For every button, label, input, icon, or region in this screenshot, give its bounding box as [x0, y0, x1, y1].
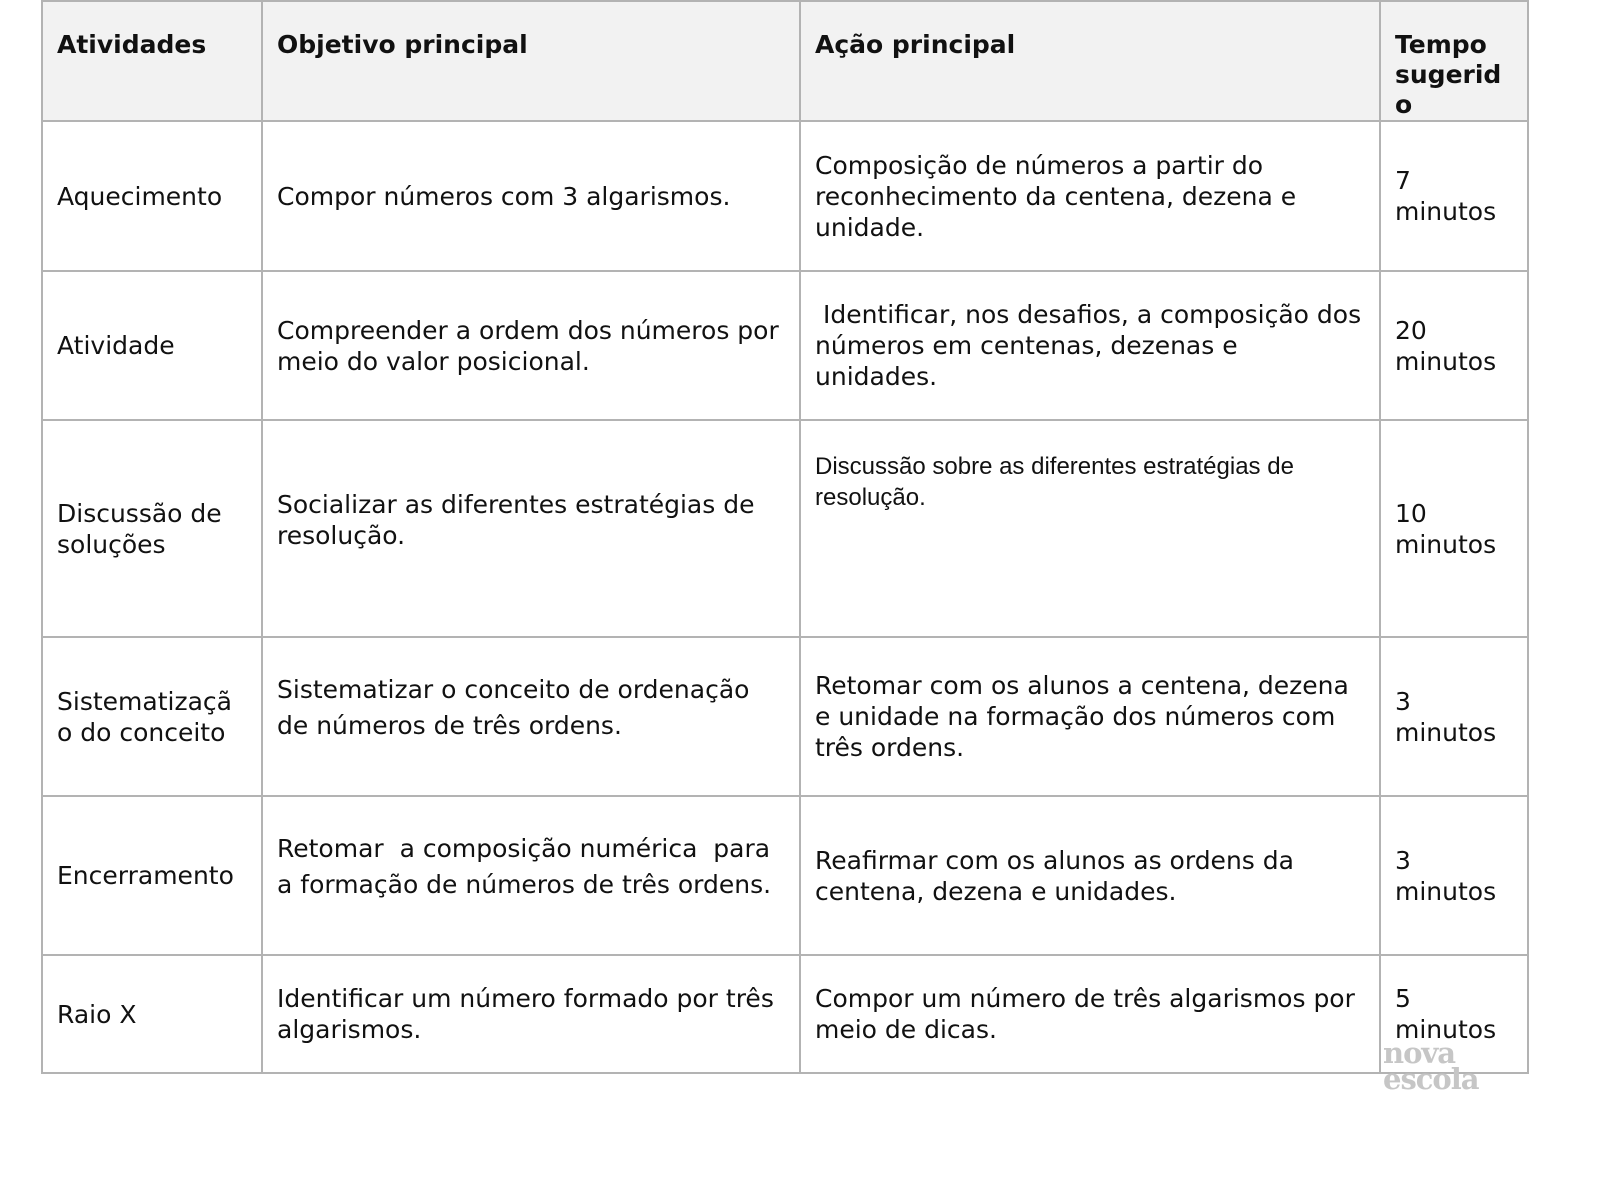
cell-time: 20 minutos [1380, 271, 1528, 420]
cell-activity: Atividade [42, 271, 262, 420]
cell-time: 3 minutos [1380, 637, 1528, 796]
lesson-plan-table [41, 0, 1529, 1074]
header-objetivo-principal: Objetivo principal [262, 1, 800, 121]
nova-escola-logo [1383, 1036, 1495, 1096]
cell-activity: Discussão de soluções [42, 420, 262, 637]
table-row [42, 637, 1528, 796]
cell-action: Compor um número de três algarismos por meio de dicas. [800, 955, 1380, 1073]
cell-objective: Compreender a ordem dos números por meio do valor posicional. [262, 271, 800, 420]
cell-time: 10 minutos [1380, 420, 1528, 637]
cell-objective [262, 796, 800, 955]
table-row [42, 796, 1528, 955]
header-atividades: Atividades [42, 1, 262, 121]
cell-objective: Identificar um número formado por três algarismos. [262, 955, 800, 1073]
cell-action: Discussão sobre as diferentes estratégias de resolução. [800, 420, 1380, 637]
cell-objective-text: Socializar as diferentes estratégias de resolução. [277, 489, 755, 550]
cell-objective [262, 420, 800, 637]
cell-action: Identificar, nos desafios, a composição dos números em centenas, dezenas e unidades. [800, 271, 1380, 420]
cell-time: 5 minutos [1380, 955, 1528, 1073]
table-row [42, 271, 1528, 420]
cell-action: Composição de números a partir do reconhecimento da centena, dezena e unidade. [800, 121, 1380, 271]
cell-time: 3 minutos [1380, 796, 1528, 955]
cell-objective-text: Retomar a composição numérica para a formação de números de três ordens. [277, 833, 779, 899]
logo-line-1: nova [1383, 1036, 1456, 1070]
cell-activity: Encerramento [42, 796, 262, 955]
cell-action: Reafirmar com os alunos as ordens da centena, dezena e unidades. [800, 796, 1380, 955]
table-row [42, 420, 1528, 637]
header-tempo-sugerido: Tempo sugerido [1380, 1, 1528, 121]
cell-objective: Compor números com 3 algarismos. [262, 121, 800, 271]
cell-activity: Sistematização do conceito [42, 637, 262, 796]
table-header-row [42, 1, 1528, 121]
header-acao-principal: Ação principal [800, 1, 1380, 121]
cell-time: 7 minutos [1380, 121, 1528, 271]
table-row [42, 121, 1528, 271]
logo-line-2: escola [1383, 1062, 1479, 1096]
cell-objective-text: Sistematizar o conceito de ordenação de números de três ordens. [277, 674, 750, 740]
cell-objective [262, 637, 800, 796]
table-row [42, 955, 1528, 1073]
cell-action: Retomar com os alunos a centena, dezena e unidade na formação dos números com três ordens. [800, 637, 1380, 796]
cell-activity: Aquecimento [42, 121, 262, 271]
cell-activity: Raio X [42, 955, 262, 1073]
lesson-plan-table-container [41, 0, 1527, 1074]
